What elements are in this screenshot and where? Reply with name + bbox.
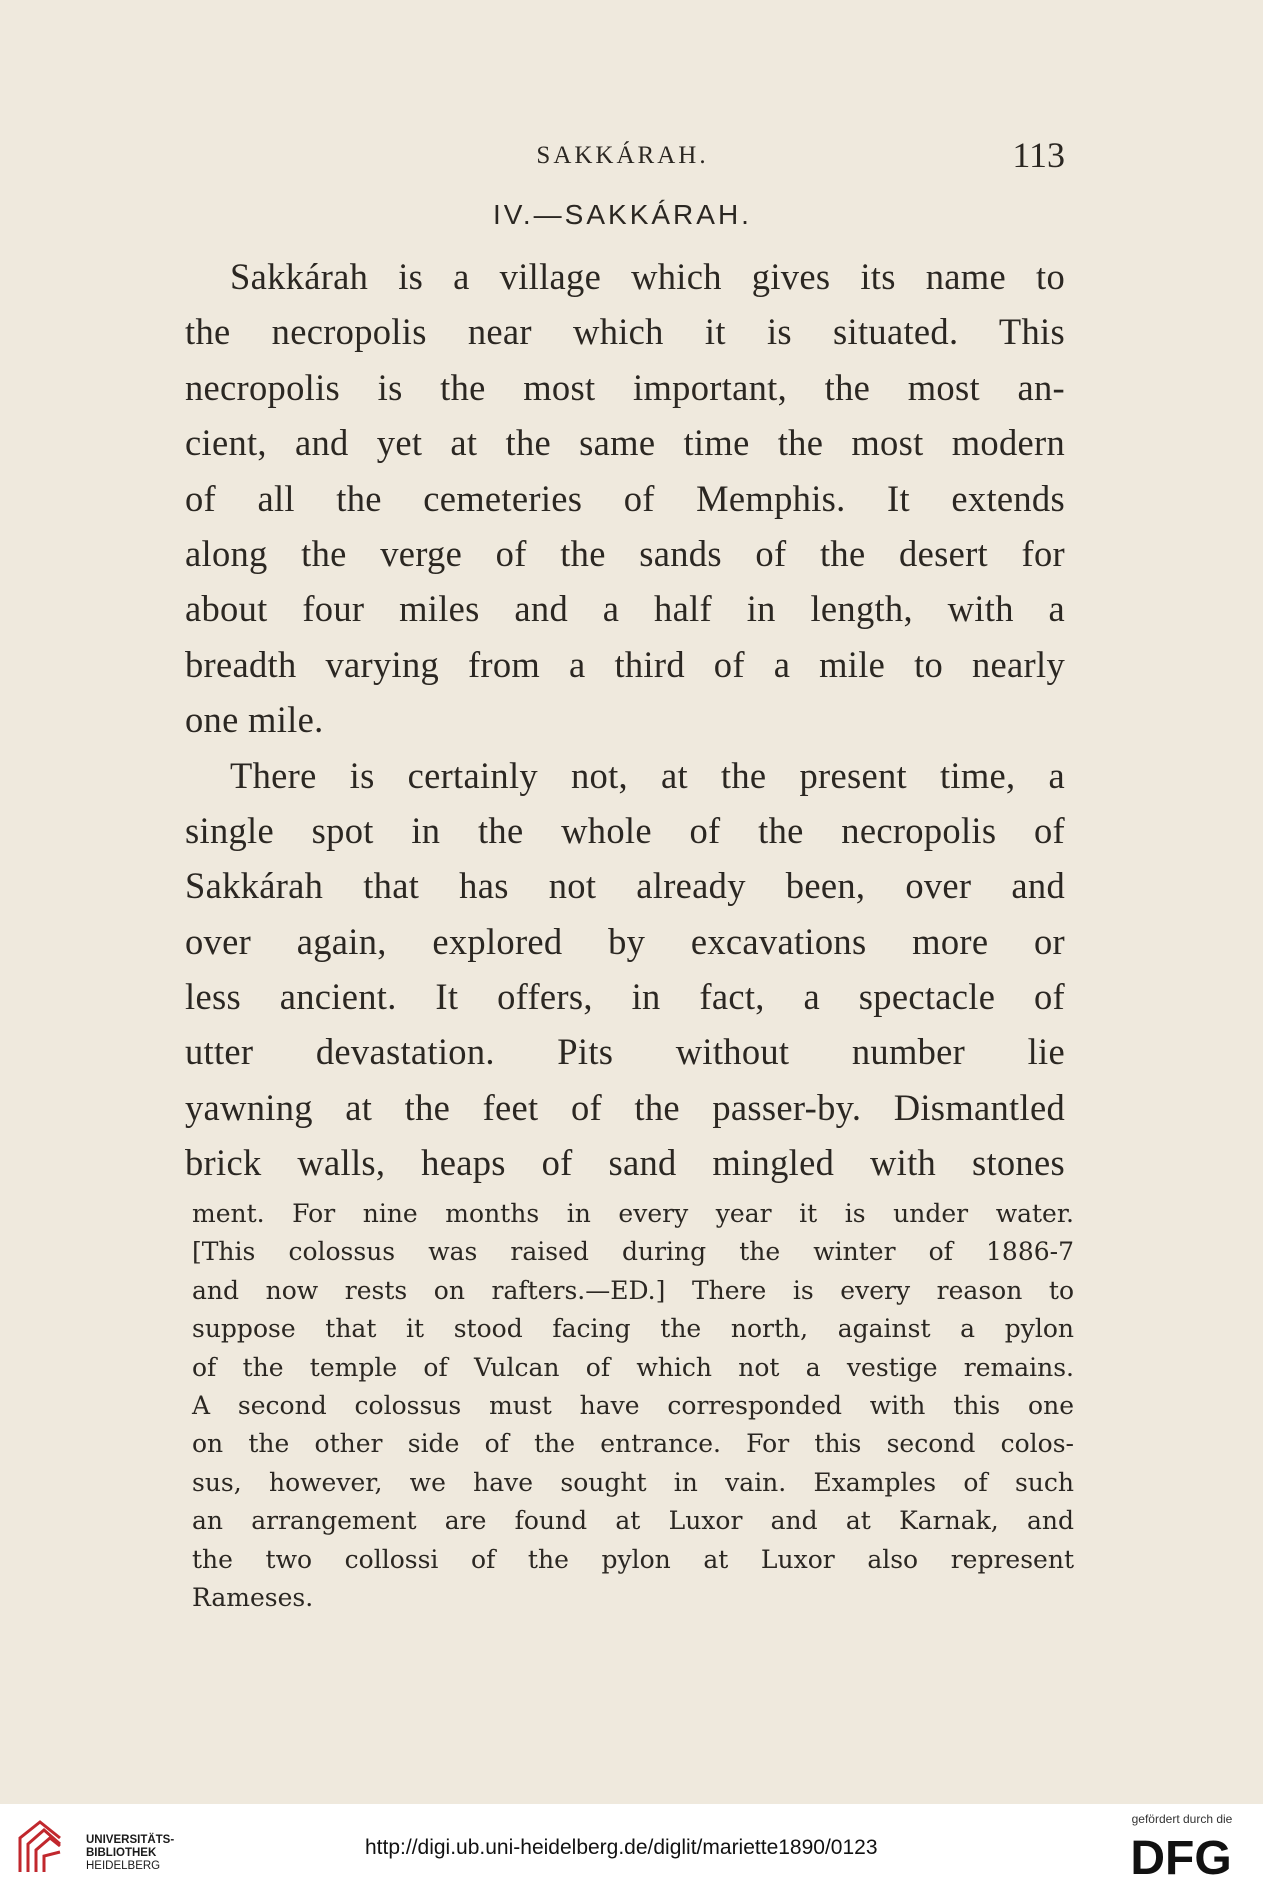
footnote-line: sus, however, we have sought in vain. Examples of such	[192, 1467, 1074, 1497]
paragraph-1	[185, 249, 1065, 748]
text-line: breadth varying from a third of a mile to nearly	[185, 643, 1065, 685]
text-line: over again, explored by excavations more or	[185, 920, 1065, 962]
footnote-line: suppose that it stood facing the north, against a pylon	[192, 1314, 1074, 1344]
library-name-line: HEIDELBERG	[86, 1860, 161, 1872]
text-line: utter devastation. Pits without number lie	[185, 1031, 1065, 1073]
library-name-line: BIBLIOTHEK	[86, 1847, 157, 1859]
funding-label: gefördert durch die	[1131, 1812, 1233, 1826]
ub-heidelberg-logo-icon	[14, 1816, 66, 1878]
footnote-line: and now rests on rafters.—ED.] There is every reason to	[192, 1275, 1074, 1305]
body-text	[185, 249, 1065, 1191]
page-number: 113	[1012, 135, 1065, 175]
text-line: Sakkárah is a village which gives its name to	[230, 256, 1065, 297]
dfg-logo-text: DFG	[1130, 1832, 1232, 1880]
footnote-line: Rameses.	[192, 1582, 314, 1612]
text-line: along the verge of the sands of the desert for	[185, 532, 1065, 574]
text-line: one mile.	[185, 699, 324, 741]
running-title: SAKKÁRAH.	[536, 142, 709, 169]
text-line: necropolis is the most important, the most an-	[185, 366, 1065, 408]
text-line: single spot in the whole of the necropolis of	[185, 809, 1065, 851]
library-logo[interactable]	[14, 1816, 174, 1882]
chapter-heading: IV.—SAKKÁRAH.	[493, 199, 752, 230]
footnote-line: A second colossus must have corresponded with this one	[192, 1390, 1074, 1420]
footnote-line: on the other side of the entrance. For this second colos-	[192, 1429, 1074, 1459]
paragraph-2	[185, 748, 1065, 1191]
text-line: the necropolis near which it is situated. This	[185, 311, 1065, 353]
text-line: There is certainly not, at the present time, a	[230, 754, 1065, 796]
footnote	[192, 1195, 1074, 1617]
text-line: about four miles and a half in length, with a	[185, 588, 1065, 630]
footnote-line: an arrangement are found at Luxor and at Karnak, and	[192, 1506, 1074, 1536]
footnote-line: of the temple of Vulcan of which not a vestige remains.	[192, 1352, 1074, 1382]
footnote-line: [This colossus was raised during the winter of 1886-7	[192, 1237, 1074, 1267]
text-line: of all the cemeteries of Memphis. It extends	[185, 477, 1065, 519]
text-line: Sakkárah that has not already been, over and	[185, 865, 1065, 907]
library-name-line: UNIVERSITÄTS-	[86, 1834, 175, 1846]
text-line: yawning at the feet of the passer-by. Dismantled	[185, 1086, 1065, 1128]
text-line: brick walls, heaps of sand mingled with stones	[185, 1142, 1065, 1184]
funding-notice[interactable]	[1117, 1812, 1247, 1880]
dfg-logo-icon	[1117, 1832, 1245, 1880]
running-head	[180, 134, 1065, 174]
library-name	[86, 1834, 174, 1873]
footer-bar	[0, 1804, 1263, 1893]
text-line: cient, and yet at the same time the most modern	[185, 422, 1065, 464]
text-line: less ancient. It offers, in fact, a spectacle of	[185, 976, 1065, 1018]
footnote-line: the two collossi of the pylon at Luxor also represent	[192, 1544, 1074, 1574]
source-url-link[interactable]: http://digi.ub.uni-heidelberg.de/diglit/mariette1890/0123	[365, 1836, 878, 1859]
footnote-line: ment. For nine months in every year it is under water.	[192, 1199, 1074, 1228]
